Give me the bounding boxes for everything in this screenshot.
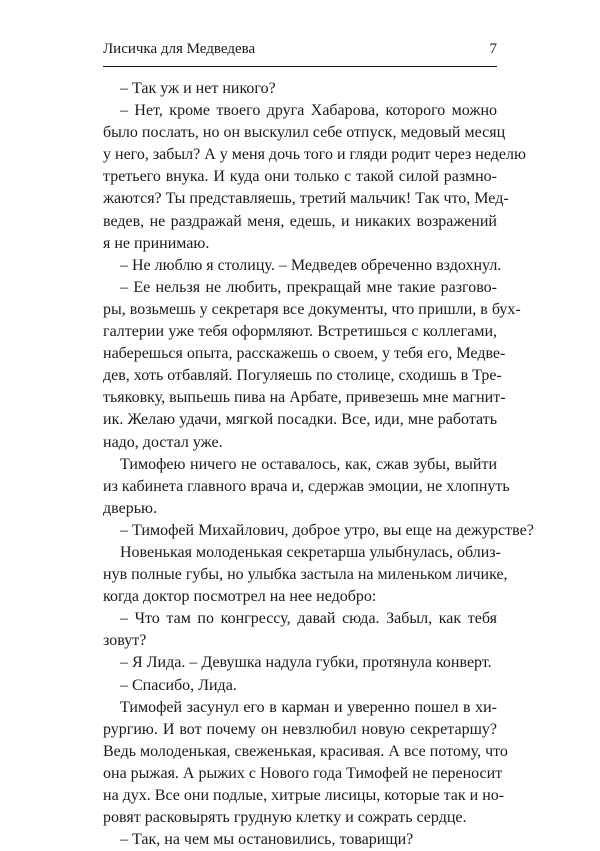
- text-line: нув полные губы, но улыбка застыла на миленьком личике,: [103, 566, 508, 584]
- text-line: – Тимофей Михайлович, доброе утро, вы еще на дежурстве?: [120, 521, 534, 539]
- text-line: Тимофей засунул его в карман и уверенно пошел в хи-: [120, 698, 497, 716]
- text-line: галтерии уже тебя оформляют. Встретишься с коллегами,: [103, 323, 497, 341]
- running-header: [103, 40, 497, 58]
- text-line: – Что там по конгрессу, давай сюда. Забыл, как тебя: [120, 610, 497, 628]
- page-number: 7: [489, 41, 497, 57]
- text-line: дверью.: [103, 499, 157, 517]
- text-line: у него, забыл? А у меня дочь того и гляди родит через неделю: [103, 146, 526, 164]
- text-line: было послать, но он выскулил себе отпуск, медовый месяц: [103, 124, 506, 142]
- text-line: – Ее нельзя не любить, прекращай мне такие разгово-: [120, 278, 497, 296]
- text-line: – Так, на чем мы остановились, товарищи?: [120, 831, 414, 849]
- text-line: ик. Желаю удачи, мягкой посадки. Все, иди, мне работать: [103, 411, 497, 429]
- text-line: наберешься опыта, расскажешь о своем, у тебя его, Медве-: [103, 345, 506, 363]
- text-line: из кабинета главного врача и, сдержав эмоции, не хлопнуть: [103, 477, 510, 495]
- text-line: я не принимаю.: [103, 234, 210, 252]
- text-line: дев, хоть отбавляй. Погуляешь по столице, сходишь в Тре-: [103, 367, 502, 385]
- page-body: [103, 78, 534, 851]
- text-line: она рыжая. А рыжих с Нового года Тимофей не переносит: [103, 764, 503, 782]
- text-line: на дух. Все они подлые, хитрые лисицы, которые так и но-: [103, 787, 505, 804]
- text-line: зовут?: [103, 632, 147, 650]
- text-line: рургию. И вот почему он невзлюбил новую секретаршу?: [103, 720, 497, 738]
- header-divider: [103, 66, 497, 67]
- text-line: ведев, не раздражай меня, едешь, и никаких возражений: [103, 212, 497, 230]
- text-line: Ведь молоденькая, свеженькая, красивая. А все потому, что: [103, 742, 508, 760]
- text-line: когда доктор посмотрел на нее недобро:: [103, 588, 377, 606]
- text-line: надо, достал уже.: [103, 433, 223, 451]
- text-line: Новенькая молоденькая секретарша улыбнулась, облиз-: [120, 543, 501, 561]
- text-line: – Нет, кроме твоего друга Хабарова, которого можно: [120, 102, 497, 120]
- text-line: третьего внука. И куда они только с такой силой размно-: [103, 168, 497, 186]
- running-title: Лисичка для Медведева: [103, 41, 256, 57]
- text-line: – Я Лида. – Девушка надула губки, протянула конверт.: [120, 654, 492, 672]
- text-line: ры, возьмешь у секретаря все документы, что пришли, в бух-: [103, 300, 521, 318]
- text-line: – Не люблю я столицу. – Медведев обреченно вздохнул.: [120, 256, 502, 274]
- text-line: жаются? Ты представляешь, третий мальчик! Так что, Мед-: [103, 190, 509, 208]
- text-line: ровят расковырять грудную клетку и сожрать сердце.: [103, 809, 467, 827]
- text-line: – Спасибо, Лида.: [120, 676, 237, 694]
- text-line: – Так уж и нет никого?: [120, 80, 276, 97]
- text-line: Тимофею ничего не оставалось, как, сжав зубы, выйти: [120, 455, 497, 473]
- text-line: тьяковку, выпьешь пива на Арбате, привезешь мне магнит-: [103, 389, 506, 407]
